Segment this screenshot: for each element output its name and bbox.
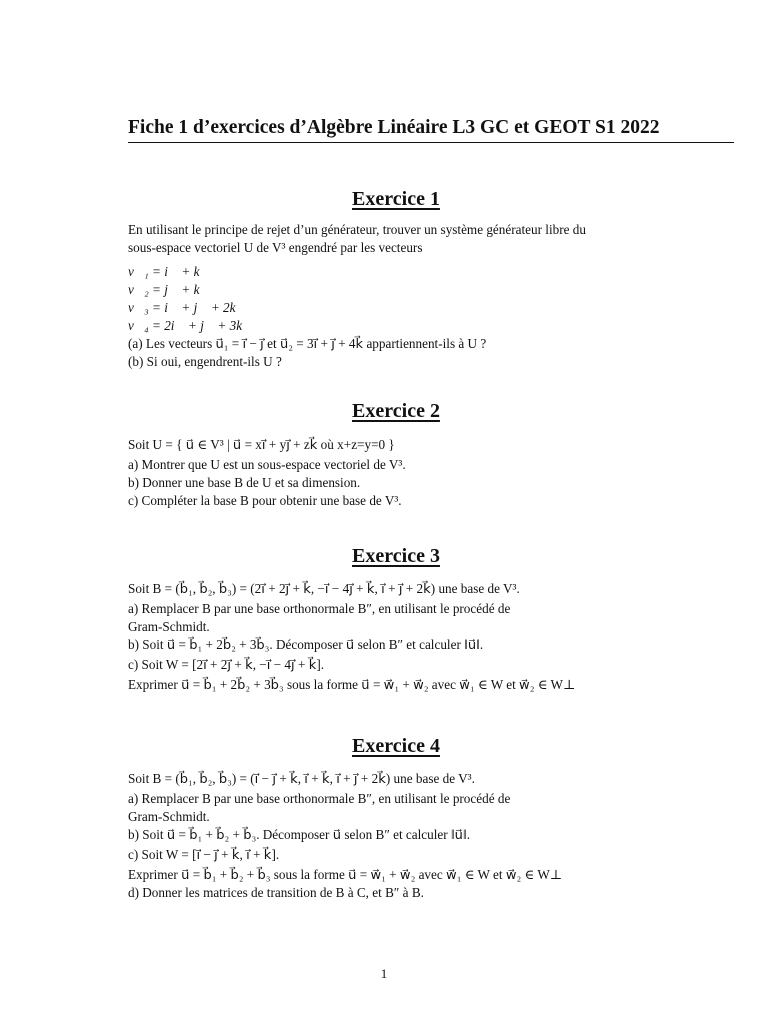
exercise-3-question-c: c) Soit W = [2i⃗ + 2j⃗ + k⃗, −i⃗ − 4j⃗ + k⃗].	[128, 657, 325, 672]
exercise-3-question-c-express: Exprimer u⃗ = b⃗₁ + 2b⃗₂ + 3b⃗₃ sous la forme u⃗ = w⃗₁ + w⃗₂ avec w⃗₁ ∈ W et w⃗₂ ∈ W⊥	[128, 677, 576, 692]
exercise-1-vector-v4: v⃗₄ = 2i⃗ + j⃗ + 3k⃗	[128, 318, 253, 333]
exercise-1-vector-v2: v⃗₂ = j⃗ + k⃗	[128, 282, 210, 297]
exercise-1-line-1: En utilisant le principe de rejet d’un générateur, trouver un système générateur libre du	[128, 222, 586, 237]
exercise-3-definition: Soit B = (b⃗₁, b⃗₂, b⃗₃) = (2i⃗ + 2j⃗ + k⃗, −i⃗ − 4j⃗ + k⃗, i⃗ + j⃗ + 2k⃗) une base de V³.	[128, 581, 520, 596]
exercise-4-question-c: c) Soit W = [i⃗ − j⃗ + k⃗, i⃗ + k⃗].	[128, 847, 280, 862]
exercise-4-question-d: d) Donner les matrices de transition de B à C, et B″ à B.	[128, 885, 424, 900]
exercise-3-question-a: a) Remplacer B par une base orthonormale B″, en utilisant le procédé de	[128, 601, 511, 616]
exercise-3-question-a-cont: Gram-Schmidt.	[128, 619, 210, 634]
exercise-1-question-a: (a) Les vecteurs u⃗₁ = i⃗ − j⃗ et u⃗₂ = 3i⃗ + j⃗ + 4k⃗ appartiennent-ils à U ?	[128, 336, 487, 351]
exercise-2-question-b: b) Donner une base B de U et sa dimension.	[128, 475, 361, 490]
exercise-4-question-a-cont: Gram-Schmidt.	[128, 809, 210, 824]
exercise-1-question-b: (b) Si oui, engendrent-ils U ?	[128, 354, 282, 369]
exercise-1-vector-v1: v⃗₁ = i⃗ + k⃗	[128, 264, 210, 279]
document-title: Fiche 1 d’exercices d’Algèbre Linéaire L3 GC et GEOT S1 2022	[128, 117, 734, 143]
exercise-1-heading: Exercice 1	[352, 188, 440, 210]
exercise-3-heading: Exercice 3	[352, 545, 440, 567]
exercise-2-body	[128, 434, 688, 510]
page-number: 1	[380, 966, 388, 981]
exercise-2-question-a: a) Montrer que U est un sous-espace vectoriel de V³.	[128, 457, 406, 472]
exercise-2-definition: Soit U = { u⃗ ∈ V³ | u⃗ = xi⃗ + yj⃗ + zk⃗ où x+z=y=0 }	[128, 437, 395, 452]
exercise-4-question-b: b) Soit u⃗ = b⃗₁ + b⃗₂ + b⃗₃. Décomposer u⃗ selon B″ et calculer ‖u⃗‖.	[128, 827, 470, 842]
exercise-4-body	[128, 768, 688, 902]
exercise-2-heading: Exercice 2	[352, 400, 440, 422]
exercise-1-line-2: sous-espace vectoriel U de V³ engendré par les vecteurs	[128, 240, 423, 255]
exercise-4-definition: Soit B = (b⃗₁, b⃗₂, b⃗₃) = (i⃗ − j⃗ + k⃗, i⃗ + k⃗, i⃗ + j⃗ + 2k⃗) une base de V³.	[128, 771, 475, 786]
exercise-1-body	[128, 221, 688, 371]
exercise-4-heading: Exercice 4	[352, 735, 440, 757]
exercise-1-vector-v3: v⃗₃ = i⃗ + j⃗ + 2k⃗	[128, 300, 246, 315]
exercise-2-question-c: c) Compléter la base B pour obtenir une base de V³.	[128, 493, 402, 508]
exercise-3-body	[128, 578, 688, 694]
exercise-4-question-c-express: Exprimer u⃗ = b⃗₁ + b⃗₂ + b⃗₃ sous la forme u⃗ = w⃗₁ + w⃗₂ avec w⃗₁ ∈ W et w⃗₂ ∈ W⊥	[128, 867, 563, 882]
exercise-4-question-a: a) Remplacer B par une base orthonormale B″, en utilisant le procédé de	[128, 791, 511, 806]
exercise-3-question-b: b) Soit u⃗ = b⃗₁ + 2b⃗₂ + 3b⃗₃. Décomposer u⃗ selon B″ et calculer ‖u⃗‖.	[128, 637, 484, 652]
